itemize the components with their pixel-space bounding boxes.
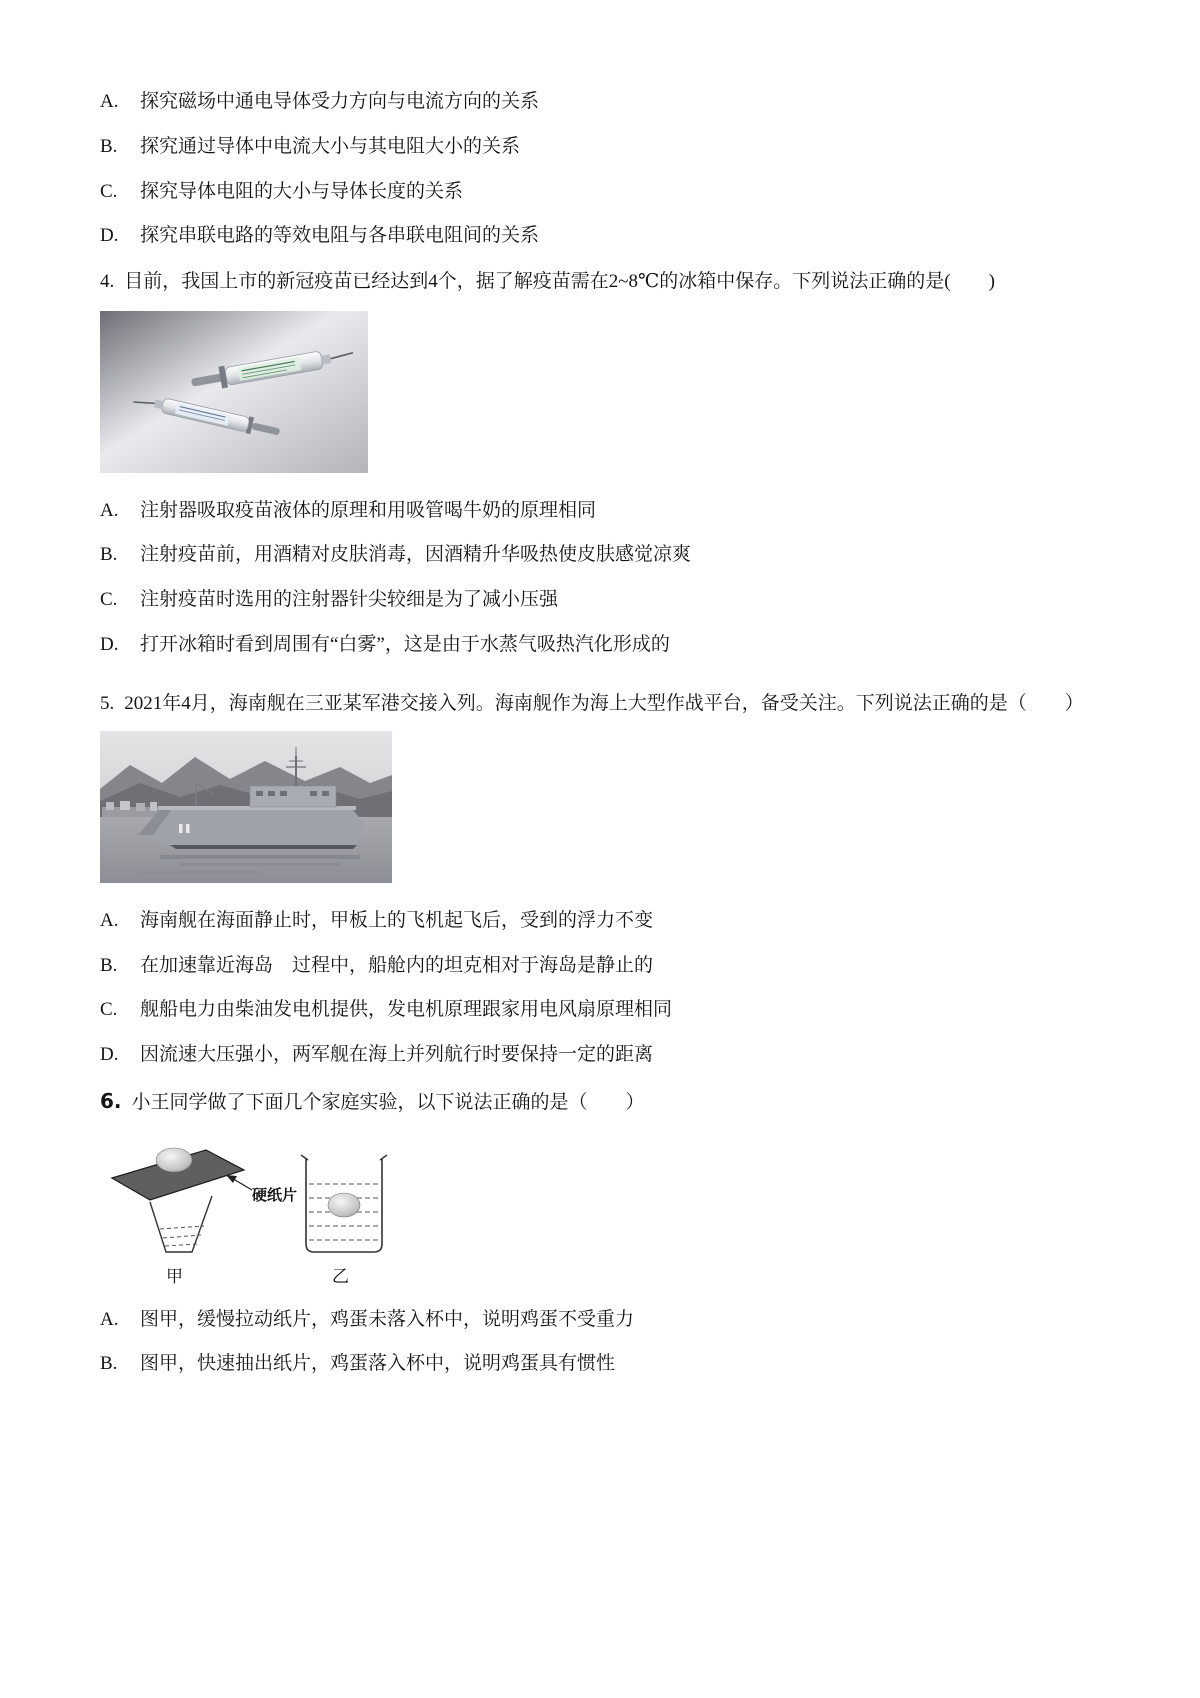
q5-option-d bbox=[100, 1043, 1100, 1067]
q3-option-d bbox=[100, 224, 1100, 248]
q6-stem-text: 小王同学做了下面几个家庭实验，以下说法正确的是（ ） bbox=[131, 1091, 645, 1113]
option-label: C. bbox=[100, 999, 118, 1021]
label-jia: 甲 bbox=[166, 1266, 183, 1286]
q4-option-a bbox=[100, 499, 1100, 523]
q6-options bbox=[100, 1308, 1100, 1377]
q5-option-b bbox=[100, 954, 1100, 978]
warship-image bbox=[100, 731, 392, 883]
q6-stem bbox=[100, 1088, 1100, 1116]
option-text: 海南舰在海面静止时，甲板上的飞机起飞后，受到的浮力不变 bbox=[140, 909, 654, 931]
q4-option-c bbox=[100, 588, 1100, 612]
q5-stem-text: 2021年4月，海南舰在三亚某军港交接入列。海南舰作为海上大型作战平台，备受关注。下列说法正确的是（ ） bbox=[124, 692, 1084, 714]
q5-stem bbox=[100, 678, 1084, 729]
option-label: B. bbox=[100, 544, 118, 566]
option-label: A. bbox=[100, 91, 119, 112]
q3-option-a bbox=[100, 90, 1100, 114]
q5-number: 5. bbox=[100, 692, 115, 714]
q5-options bbox=[100, 909, 1100, 1067]
q3-option-b bbox=[100, 135, 1100, 159]
option-label: C. bbox=[100, 589, 118, 611]
option-text: 注射器吸取疫苗液体的原理和用吸管喝牛奶的原理相同 bbox=[140, 499, 597, 521]
q3-options bbox=[100, 90, 1100, 248]
q6-option-b bbox=[100, 1352, 1100, 1376]
option-text: 注射疫苗前，用酒精对皮肤消毒，因酒精升华吸热使皮肤感觉凉爽 bbox=[140, 544, 692, 566]
option-text: 探究导体电阻的大小与导体长度的关系 bbox=[140, 180, 464, 202]
option-text: 因流速大压强小，两军舰在海上并列航行时要保持一定的距离 bbox=[140, 1044, 654, 1066]
option-text: 探究串联电路的等效电阻与各串联电阻间的关系 bbox=[140, 225, 540, 247]
label-yi: 乙 bbox=[332, 1266, 349, 1286]
q3-option-c bbox=[100, 180, 1100, 204]
option-label: B. bbox=[100, 954, 118, 976]
option-text: 探究通过导体中电流大小与其电阻大小的关系 bbox=[140, 135, 521, 157]
card-label: 硬纸片 bbox=[252, 1185, 298, 1204]
q5-option-c bbox=[100, 998, 1100, 1022]
setup-jia bbox=[112, 1148, 252, 1252]
experiment-diagram bbox=[106, 1134, 436, 1286]
q6-option-a bbox=[100, 1308, 1100, 1332]
option-text: 探究磁场中通电导体受力方向与电流方向的关系 bbox=[140, 91, 540, 112]
option-label: B. bbox=[100, 1353, 118, 1375]
q5-option-a bbox=[100, 909, 1100, 933]
experiment-diagram-figure bbox=[106, 1134, 436, 1286]
option-text: 图甲，缓慢拉动纸片，鸡蛋未落入杯中，说明鸡蛋不受重力 bbox=[140, 1308, 635, 1330]
vaccine-syringes-image bbox=[100, 311, 368, 473]
q4-option-d bbox=[100, 633, 1100, 657]
option-text: 打开冰箱时看到周围有“白雾”，这是由于水蒸气吸热汽化形成的 bbox=[140, 633, 670, 655]
option-label: A. bbox=[100, 499, 119, 521]
photo-background bbox=[100, 311, 368, 473]
option-label: A. bbox=[100, 1308, 119, 1330]
option-label: A. bbox=[100, 909, 119, 931]
option-text: 注射疫苗时选用的注射器针尖较细是为了减小压强 bbox=[140, 589, 559, 611]
option-text: 图甲，快速抽出纸片，鸡蛋落入杯中，说明鸡蛋具有惯性 bbox=[140, 1353, 616, 1375]
q6-number: 6. bbox=[100, 1088, 122, 1113]
option-text: 舰船电力由柴油发电机提供，发电机原理跟家用电风扇原理相同 bbox=[140, 999, 673, 1021]
option-text: 在加速靠近海岛 过程中，船舱内的坦克相对于海岛是静止的 bbox=[140, 954, 654, 976]
q4-stem-text: 目前，我国上市的新冠疫苗已经达到4个，据了解疫苗需在2~8℃的冰箱中保存。下列说法正确的是( ) bbox=[124, 271, 995, 292]
q4-options bbox=[100, 499, 1100, 657]
option-label: D. bbox=[100, 633, 119, 655]
q4-number: 4. bbox=[100, 271, 115, 292]
option-label: B. bbox=[100, 135, 118, 157]
q4-stem bbox=[100, 270, 1100, 295]
option-label: C. bbox=[100, 180, 118, 202]
setup-yi bbox=[301, 1155, 387, 1252]
option-label: D. bbox=[100, 225, 119, 247]
option-label: D. bbox=[100, 1044, 119, 1066]
q4-option-b bbox=[100, 543, 1100, 567]
